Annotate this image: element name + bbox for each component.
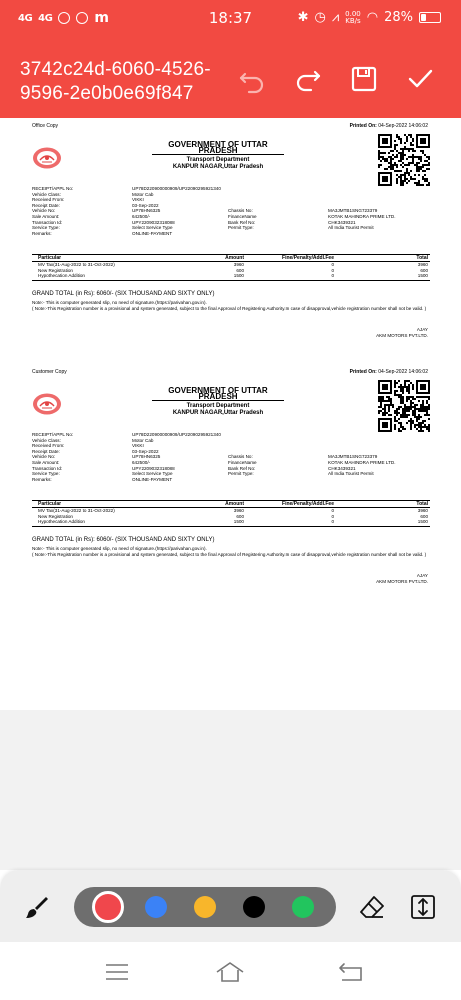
drawing-toolbar bbox=[0, 870, 461, 942]
note-signature: Note:- This is computer generated slip, no need of signature.(https://parivahan.gov.in). bbox=[32, 300, 207, 305]
battery-icon bbox=[419, 12, 441, 23]
table-cell: 3960 bbox=[417, 262, 428, 267]
field-value: 03-Sep-2022 bbox=[132, 202, 159, 208]
field-value: Select Service Type bbox=[132, 471, 173, 477]
up-government-emblem-icon bbox=[32, 146, 62, 170]
field-label: Sale Amount: bbox=[32, 459, 60, 465]
field-label: Transaction Id: bbox=[32, 219, 63, 225]
printed-on-label: Printed On: bbox=[349, 123, 377, 129]
particulars-table bbox=[32, 500, 430, 527]
column-header: Particular bbox=[38, 501, 62, 507]
table-cell: 600 bbox=[420, 513, 428, 519]
field-label: Receipt Date: bbox=[32, 202, 60, 208]
field-label: Remarks: bbox=[32, 476, 52, 482]
field-value: CHK3439321 bbox=[328, 465, 356, 471]
field-value: Motor Cab bbox=[132, 437, 154, 443]
qr-code-icon bbox=[378, 380, 430, 432]
table-cell: 0 bbox=[331, 262, 334, 267]
field-label: Service Type: bbox=[32, 471, 60, 477]
battery-fill bbox=[421, 14, 426, 21]
table-header bbox=[32, 500, 430, 508]
field-label: Vehicle Class: bbox=[32, 191, 61, 197]
column-header: Fine/Penalty/Addl.Fee bbox=[282, 501, 334, 507]
field-value: UP78HN6325 bbox=[132, 454, 161, 460]
field-label: Received From: bbox=[32, 197, 65, 203]
field-value: UP78HN6325 bbox=[132, 208, 161, 214]
color-swatch-red[interactable] bbox=[92, 891, 124, 923]
customer-copy bbox=[30, 366, 432, 606]
signatory bbox=[376, 327, 428, 339]
field-value: VIKKI bbox=[132, 443, 144, 449]
table-cell: 3960 bbox=[233, 262, 244, 267]
wifi-icon: ◠ bbox=[366, 10, 379, 25]
field-label: Permit Type: bbox=[228, 225, 254, 231]
field-value: CHK3439321 bbox=[328, 219, 356, 225]
fit-to-screen-icon bbox=[410, 894, 436, 920]
signatory-company: AKM MOTORS PVT.LTD. bbox=[376, 333, 428, 338]
field-value: All India Tourist Permit bbox=[328, 225, 374, 231]
brush-button[interactable] bbox=[24, 894, 50, 920]
field-value: ONLINE-PAYMENT bbox=[132, 476, 173, 482]
alarm-icon: ◷ bbox=[314, 10, 326, 25]
field-label: Chassis No: bbox=[228, 208, 253, 214]
table-header bbox=[32, 254, 430, 262]
field-value: MA3JMTB1SNG723379 bbox=[328, 208, 378, 214]
place-title: KANPUR NAGAR,Uttar Pradesh bbox=[172, 163, 264, 170]
column-header: Amount bbox=[225, 255, 244, 261]
field-value: UP78D220900000909/UP22090295921340 bbox=[132, 432, 221, 437]
field-label: Transaction Id: bbox=[32, 465, 63, 471]
field-row bbox=[32, 477, 432, 483]
field-label: Chassis No: bbox=[228, 454, 253, 460]
bluetooth-icon: ✱ bbox=[297, 10, 309, 25]
field-value: UP78D220900000909/UP22090295921340 bbox=[132, 186, 221, 191]
department-title: Transport Department bbox=[186, 157, 250, 164]
field-label: Vehicle No: bbox=[32, 454, 56, 460]
table-cell: 1500 bbox=[417, 519, 428, 525]
government-title: GOVERNMENT OF UTTAR PRADESH bbox=[152, 142, 284, 155]
color-swatch-black[interactable] bbox=[243, 896, 265, 918]
redo-icon bbox=[292, 63, 324, 95]
field-value: Motor Cab bbox=[132, 191, 154, 197]
grand-total: GRAND TOTAL (in Rs): 6060/- (SIX THOUSAND AND SIXTY ONLY) bbox=[32, 537, 215, 543]
column-header: Amount bbox=[225, 501, 244, 507]
place-title: KANPUR NAGAR,Uttar Pradesh bbox=[172, 409, 264, 416]
menu-icon bbox=[102, 960, 132, 984]
color-swatch-yellow[interactable] bbox=[194, 896, 216, 918]
field-value: 642500/- bbox=[132, 213, 151, 219]
color-swatch-green[interactable] bbox=[292, 896, 314, 918]
network-indicator-1: 4G bbox=[18, 12, 33, 24]
clock: 18:37 bbox=[208, 9, 253, 27]
copy-label: Customer Copy bbox=[32, 369, 67, 375]
field-label: Bank Ref No: bbox=[228, 219, 256, 225]
field-value: UPY2209032318088 bbox=[132, 465, 175, 471]
table-cell: 0 bbox=[331, 267, 334, 273]
color-swatch-blue[interactable] bbox=[145, 896, 167, 918]
field-label: Remarks: bbox=[32, 230, 52, 236]
table-cell: 3960 bbox=[233, 508, 244, 513]
table-cell: 0 bbox=[331, 519, 334, 525]
confirm-button[interactable] bbox=[404, 63, 436, 95]
signatory-name: AJAY bbox=[416, 327, 428, 332]
carrier-icon: m bbox=[94, 10, 109, 26]
network-speed-value: 0.00 bbox=[345, 9, 361, 18]
color-picker bbox=[74, 887, 336, 927]
signal-icon: ⩘ bbox=[331, 10, 340, 25]
app-toolbar bbox=[0, 40, 461, 118]
field-label: Permit Type: bbox=[228, 471, 254, 477]
network-speed bbox=[345, 11, 361, 25]
column-header: Particular bbox=[38, 255, 62, 261]
column-header: Total bbox=[416, 501, 428, 507]
table-cell: 600 bbox=[236, 267, 244, 273]
field-label: RECEIPT/APPL No: bbox=[32, 186, 74, 191]
receipt-fields bbox=[32, 432, 432, 482]
field-label: Vehicle Class: bbox=[32, 437, 61, 443]
table-cell: 1500 bbox=[233, 273, 244, 279]
signatory bbox=[376, 573, 428, 585]
field-value: ONLINE-PAYMENT bbox=[132, 230, 173, 236]
table-cell: 600 bbox=[236, 513, 244, 519]
canvas-background bbox=[0, 710, 461, 870]
qr-code-icon bbox=[378, 134, 430, 186]
undo-icon bbox=[236, 63, 268, 95]
document-title: 3742c24d-6060-4526-9596-2e0b0e69f847 bbox=[20, 59, 211, 104]
back-button[interactable] bbox=[336, 960, 366, 984]
field-value: 03-Sep-2022 bbox=[132, 448, 159, 454]
field-value: KOTAK MAHINDRA PRIME LTD. bbox=[328, 459, 396, 465]
table-divider bbox=[32, 526, 430, 527]
field-label: Receipt Date: bbox=[32, 448, 60, 454]
signatory-name: AJAY bbox=[416, 573, 428, 578]
field-value: 642500/- bbox=[132, 459, 151, 465]
printed-on-label: Printed On: bbox=[349, 369, 377, 375]
home-icon bbox=[215, 960, 245, 984]
table-cell: 1500 bbox=[233, 519, 244, 525]
field-label: Sale Amount: bbox=[32, 213, 60, 219]
fit-to-screen-button[interactable] bbox=[410, 894, 436, 920]
field-value: All India Tourist Permit bbox=[328, 471, 374, 477]
battery-percent: 28% bbox=[384, 10, 413, 25]
particulars-table bbox=[32, 254, 430, 281]
field-label: Received From: bbox=[32, 443, 65, 449]
table-divider bbox=[32, 280, 430, 281]
recent-apps-button[interactable] bbox=[102, 960, 132, 984]
note-registration: ( Note:-This Registration number is a provisional and system generated, subject to the final Approval of Registering Authority.In case of disapproval,vehicle registration number shall not be valid. ) bbox=[32, 552, 427, 557]
table-row bbox=[32, 519, 430, 525]
status-bar bbox=[0, 0, 461, 40]
table-cell: 600 bbox=[420, 267, 428, 273]
copy-label: Office Copy bbox=[32, 123, 59, 129]
document-canvas[interactable] bbox=[0, 118, 461, 710]
save-icon bbox=[348, 63, 380, 95]
table-cell: 0 bbox=[331, 513, 334, 519]
field-value: Select Service Type bbox=[132, 225, 173, 231]
field-label: RECEIPT/APPL No: bbox=[32, 432, 74, 437]
field-value: MA3JMTB1SNG723379 bbox=[328, 454, 378, 460]
table-row bbox=[32, 273, 430, 279]
redo-button[interactable] bbox=[292, 63, 324, 95]
field-value: KOTAK MAHINDRA PRIME LTD. bbox=[328, 213, 396, 219]
table-cell: 0 bbox=[331, 508, 334, 513]
brush-icon bbox=[24, 894, 50, 920]
table-cell: 0 bbox=[331, 273, 334, 279]
table-cell: MV Tax(31-Aug-2022 to 31-Oct-2022) bbox=[38, 262, 115, 267]
eraser-icon bbox=[358, 894, 386, 920]
signatory-company: AKM MOTORS PVT.LTD. bbox=[376, 579, 428, 584]
printed-on bbox=[350, 370, 428, 376]
field-value: VIKKI bbox=[132, 197, 144, 203]
field-value: UPY2209032318088 bbox=[132, 219, 175, 225]
table-cell: Hypothecation Addition bbox=[38, 519, 85, 525]
field-row bbox=[32, 231, 432, 237]
printed-on bbox=[350, 124, 428, 130]
column-header: Fine/Penalty/Addl.Fee bbox=[282, 255, 334, 261]
home-button[interactable] bbox=[215, 960, 245, 984]
system-navigation-bar bbox=[0, 942, 461, 1000]
note-signature: Note:- This is computer generated slip, no need of signature.(https://parivahan.gov.in). bbox=[32, 546, 207, 551]
network-indicator-2: 4G bbox=[38, 12, 53, 24]
table-cell: Hypothecation Addition bbox=[38, 273, 85, 279]
save-button[interactable] bbox=[348, 63, 380, 95]
table-cell: New Registration bbox=[38, 513, 73, 519]
check-icon bbox=[404, 63, 436, 95]
status-right bbox=[298, 10, 441, 25]
note-registration: ( Note:-This Registration number is a provisional and system generated, subject to the final Approval of Registering Authority.In case of disapproval,vehicle registration number shall not be valid. ) bbox=[32, 306, 427, 311]
field-label: Vehicle No: bbox=[32, 208, 56, 214]
back-icon bbox=[336, 960, 366, 984]
column-header: Total bbox=[416, 255, 428, 261]
field-label: Service Type: bbox=[32, 225, 60, 231]
printed-on-value: 04-Sep-2022 14:06:02 bbox=[378, 369, 428, 375]
up-government-emblem-icon bbox=[32, 392, 62, 416]
undo-button[interactable] bbox=[236, 63, 268, 95]
field-label: FinanceName bbox=[228, 459, 257, 465]
receipt-fields bbox=[32, 186, 432, 236]
department-title: Transport Department bbox=[186, 403, 250, 410]
field-label: FinanceName bbox=[228, 213, 257, 219]
government-title: GOVERNMENT OF UTTAR PRADESH bbox=[152, 388, 284, 401]
field-label: Bank Ref No: bbox=[228, 465, 256, 471]
printed-on-value: 04-Sep-2022 14:06:02 bbox=[378, 123, 428, 129]
table-cell: MV Tax(31-Aug-2022 to 31-Oct-2022) bbox=[38, 508, 115, 513]
document-heading bbox=[152, 388, 284, 416]
table-cell: 1500 bbox=[417, 273, 428, 279]
office-copy bbox=[30, 120, 432, 360]
eraser-button[interactable] bbox=[358, 894, 386, 920]
grand-total: GRAND TOTAL (in Rs): 6060/- (SIX THOUSAND AND SIXTY ONLY) bbox=[32, 291, 215, 297]
table-cell: 3960 bbox=[417, 508, 428, 513]
document-heading bbox=[152, 142, 284, 170]
table-cell: New Registration bbox=[38, 267, 73, 273]
network-speed-unit: KB/s bbox=[345, 16, 361, 25]
